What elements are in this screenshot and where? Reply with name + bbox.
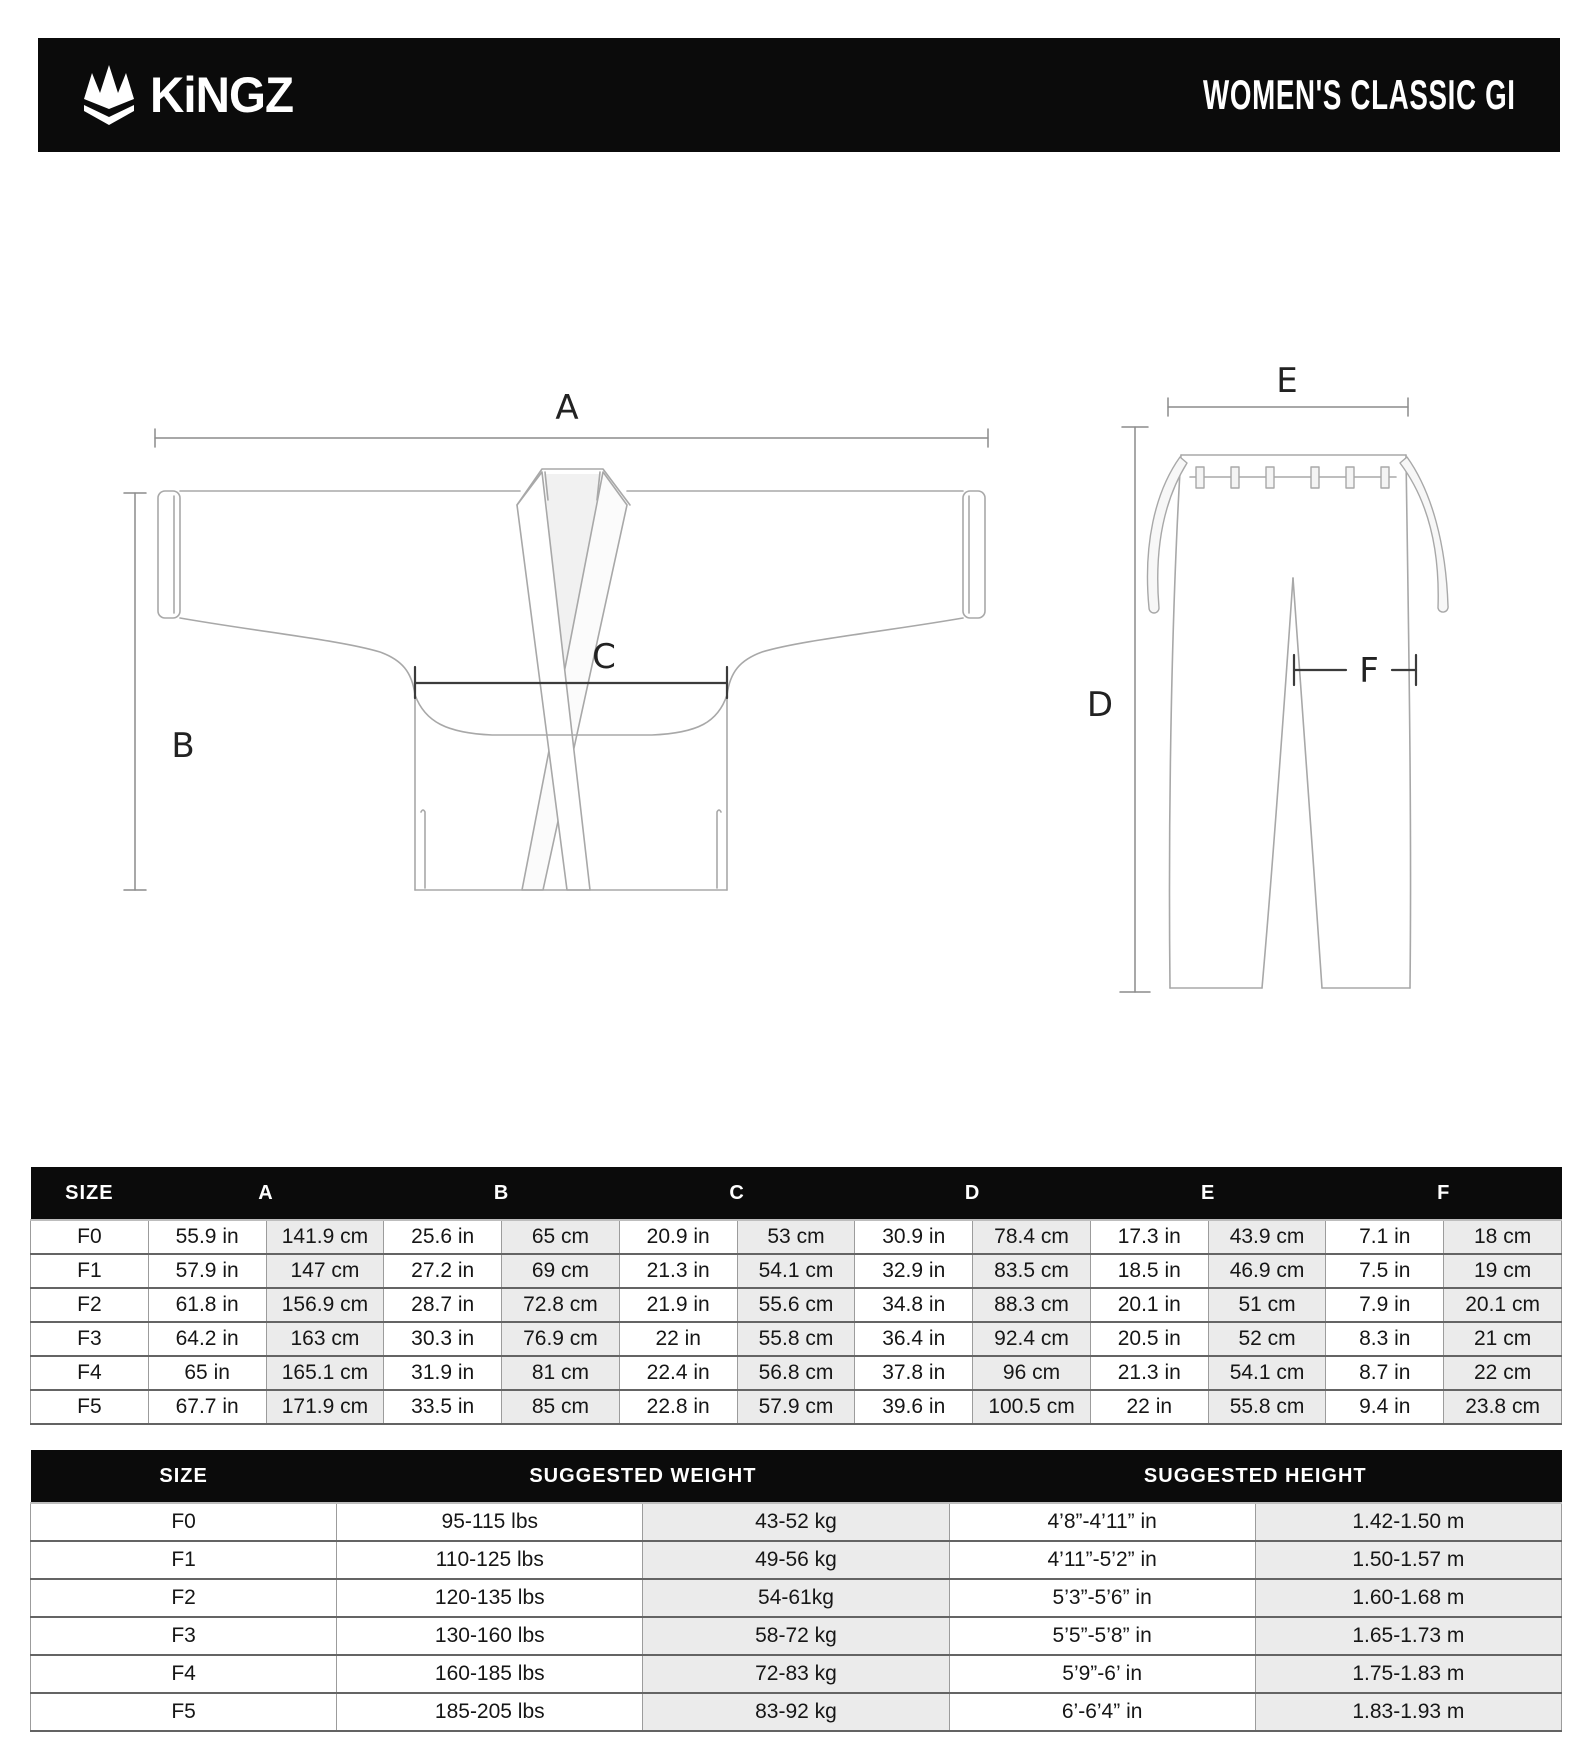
value-cell: 1.83-1.93 m (1255, 1693, 1561, 1731)
value-cell: 83.5 cm (973, 1254, 1091, 1288)
value-cell: 7.9 in (1326, 1288, 1444, 1322)
value-cell: 65 cm (502, 1220, 620, 1254)
value-cell: 18.5 in (1090, 1254, 1208, 1288)
value-cell: 8.7 in (1326, 1356, 1444, 1390)
value-cell: 57.9 cm (737, 1390, 855, 1424)
value-cell: 69 cm (502, 1254, 620, 1288)
value-cell: 21.3 in (619, 1254, 737, 1288)
table-row (31, 1655, 1562, 1693)
value-cell: 36.4 in (855, 1322, 973, 1356)
value-cell: 55.9 in (148, 1220, 266, 1254)
value-cell: 67.7 in (148, 1390, 266, 1424)
size-cell: F5 (31, 1693, 337, 1731)
value-cell: 7.5 in (1326, 1254, 1444, 1288)
table-row (31, 1288, 1562, 1322)
value-cell: 65 in (148, 1356, 266, 1390)
dim-label-e: E (1276, 361, 1298, 401)
tables-section (30, 1167, 1562, 1732)
value-cell: 88.3 cm (973, 1288, 1091, 1322)
table-row (31, 1693, 1562, 1731)
dimension-line-f (1294, 655, 1416, 685)
value-cell: 171.9 cm (266, 1390, 384, 1424)
value-cell: 5’5”-5’8” in (949, 1617, 1255, 1655)
value-cell: 31.9 in (384, 1356, 502, 1390)
size-cell: F1 (31, 1254, 149, 1288)
value-cell: 1.65-1.73 m (1255, 1617, 1561, 1655)
value-cell: 4’11”-5’2” in (949, 1541, 1255, 1579)
dimension-line-d (1120, 427, 1150, 992)
value-cell: 20.9 in (619, 1220, 737, 1254)
value-cell: 20.5 in (1090, 1322, 1208, 1356)
value-cell: 55.8 cm (1208, 1390, 1326, 1424)
value-cell: 30.9 in (855, 1220, 973, 1254)
jacket-drawing (124, 388, 988, 890)
dim-label-a: A (555, 388, 579, 428)
value-cell: 1.75-1.83 m (1255, 1655, 1561, 1693)
value-cell: 95-115 lbs (337, 1503, 643, 1541)
column-header: C (619, 1167, 855, 1220)
column-header: SIZE (31, 1450, 337, 1503)
size-cell: F5 (31, 1390, 149, 1424)
value-cell: 34.8 in (855, 1288, 973, 1322)
value-cell: 64.2 in (148, 1322, 266, 1356)
value-cell: 57.9 in (148, 1254, 266, 1288)
dimension-line-a (155, 429, 988, 447)
table-row (31, 1254, 1562, 1288)
value-cell: 110-125 lbs (337, 1541, 643, 1579)
value-cell: 85 cm (502, 1390, 620, 1424)
value-cell: 20.1 in (1090, 1288, 1208, 1322)
value-cell: 30.3 in (384, 1322, 502, 1356)
dimension-line-b (124, 493, 146, 890)
dim-label-d: D (1086, 685, 1114, 725)
table-row (31, 1322, 1562, 1356)
table-row (31, 1541, 1562, 1579)
size-cell: F2 (31, 1288, 149, 1322)
value-cell: 72.8 cm (502, 1288, 620, 1322)
column-header: SIZE (31, 1167, 149, 1220)
drawstring-left (1147, 457, 1187, 613)
value-cell: 49-56 kg (643, 1541, 949, 1579)
pants-outline (1169, 455, 1410, 988)
value-cell: 22.4 in (619, 1356, 737, 1390)
table-row (31, 1579, 1562, 1617)
value-cell: 21 cm (1444, 1322, 1562, 1356)
value-cell: 156.9 cm (266, 1288, 384, 1322)
value-cell: 61.8 in (148, 1288, 266, 1322)
value-cell: 100.5 cm (973, 1390, 1091, 1424)
column-header: F (1326, 1167, 1562, 1220)
dim-label-f: F (1359, 651, 1379, 691)
value-cell: 20.1 cm (1444, 1288, 1562, 1322)
table-row (31, 1390, 1562, 1424)
page-title: WOMEN'S CLASSIC GI (1203, 71, 1516, 118)
value-cell: 17.3 in (1090, 1220, 1208, 1254)
table-row (31, 1503, 1562, 1541)
size-cell: F0 (31, 1220, 149, 1254)
value-cell: 22 cm (1444, 1356, 1562, 1390)
value-cell: 55.8 cm (737, 1322, 855, 1356)
table-row (31, 1220, 1562, 1254)
value-cell: 120-135 lbs (337, 1579, 643, 1617)
value-cell: 78.4 cm (973, 1220, 1091, 1254)
value-cell: 130-160 lbs (337, 1617, 643, 1655)
value-cell: 5’9”-6’ in (949, 1655, 1255, 1693)
value-cell: 27.2 in (384, 1254, 502, 1288)
value-cell: 22 in (1090, 1390, 1208, 1424)
value-cell: 96 cm (973, 1356, 1091, 1390)
value-cell: 4’8”-4’11” in (949, 1503, 1255, 1541)
value-cell: 56.8 cm (737, 1356, 855, 1390)
value-cell: 28.7 in (384, 1288, 502, 1322)
size-cell: F3 (31, 1617, 337, 1655)
value-cell: 33.5 in (384, 1390, 502, 1424)
dim-label-c: C (592, 637, 616, 677)
value-cell: 43-52 kg (643, 1503, 949, 1541)
column-header: SUGGESTED HEIGHT (949, 1450, 1561, 1503)
size-cell: F0 (31, 1503, 337, 1541)
value-cell: 9.4 in (1326, 1390, 1444, 1424)
value-cell: 163 cm (266, 1322, 384, 1356)
value-cell: 52 cm (1208, 1322, 1326, 1356)
value-cell: 46.9 cm (1208, 1254, 1326, 1288)
size-cell: F4 (31, 1655, 337, 1693)
value-cell: 51 cm (1208, 1288, 1326, 1322)
value-cell: 22.8 in (619, 1390, 737, 1424)
weight-height-table (30, 1450, 1562, 1732)
value-cell: 54-61kg (643, 1579, 949, 1617)
value-cell: 81 cm (502, 1356, 620, 1390)
value-cell: 83-92 kg (643, 1693, 949, 1731)
column-header: D (855, 1167, 1091, 1220)
value-cell: 72-83 kg (643, 1655, 949, 1693)
value-cell: 5’3”-5’6” in (949, 1579, 1255, 1617)
table-row (31, 1617, 1562, 1655)
pants-drawing (1087, 361, 1448, 992)
weight-height-header-row (31, 1450, 1562, 1503)
value-cell: 141.9 cm (266, 1220, 384, 1254)
column-header: B (384, 1167, 620, 1220)
value-cell: 8.3 in (1326, 1322, 1444, 1356)
value-cell: 43.9 cm (1208, 1220, 1326, 1254)
value-cell: 53 cm (737, 1220, 855, 1254)
value-cell: 1.42-1.50 m (1255, 1503, 1561, 1541)
value-cell: 19 cm (1444, 1254, 1562, 1288)
value-cell: 55.6 cm (737, 1288, 855, 1322)
value-cell: 165.1 cm (266, 1356, 384, 1390)
size-cell: F3 (31, 1322, 149, 1356)
column-header: E (1090, 1167, 1326, 1220)
value-cell: 185-205 lbs (337, 1693, 643, 1731)
value-cell: 58-72 kg (643, 1617, 949, 1655)
brand-name: KiNGZ (150, 67, 294, 123)
value-cell: 18 cm (1444, 1220, 1562, 1254)
value-cell: 160-185 lbs (337, 1655, 643, 1693)
column-header: A (148, 1167, 384, 1220)
value-cell: 37.8 in (855, 1356, 973, 1390)
value-cell: 7.1 in (1326, 1220, 1444, 1254)
value-cell: 54.1 cm (737, 1254, 855, 1288)
value-cell: 21.9 in (619, 1288, 737, 1322)
measurements-table (30, 1167, 1562, 1425)
size-cell: F2 (31, 1579, 337, 1617)
value-cell: 32.9 in (855, 1254, 973, 1288)
table-row (31, 1356, 1562, 1390)
value-cell: 21.3 in (1090, 1356, 1208, 1390)
size-cell: F1 (31, 1541, 337, 1579)
value-cell: 1.50-1.57 m (1255, 1541, 1561, 1579)
column-header: SUGGESTED WEIGHT (337, 1450, 949, 1503)
value-cell: 23.8 cm (1444, 1390, 1562, 1424)
value-cell: 54.1 cm (1208, 1356, 1326, 1390)
value-cell: 22 in (619, 1322, 737, 1356)
size-cell: F4 (31, 1356, 149, 1390)
dim-label-b: B (171, 726, 195, 766)
value-cell: 39.6 in (855, 1390, 973, 1424)
value-cell: 92.4 cm (973, 1322, 1091, 1356)
value-cell: 25.6 in (384, 1220, 502, 1254)
value-cell: 6’-6’4” in (949, 1693, 1255, 1731)
value-cell: 1.60-1.68 m (1255, 1579, 1561, 1617)
measurements-header-row (31, 1167, 1562, 1220)
value-cell: 147 cm (266, 1254, 384, 1288)
value-cell: 76.9 cm (502, 1322, 620, 1356)
